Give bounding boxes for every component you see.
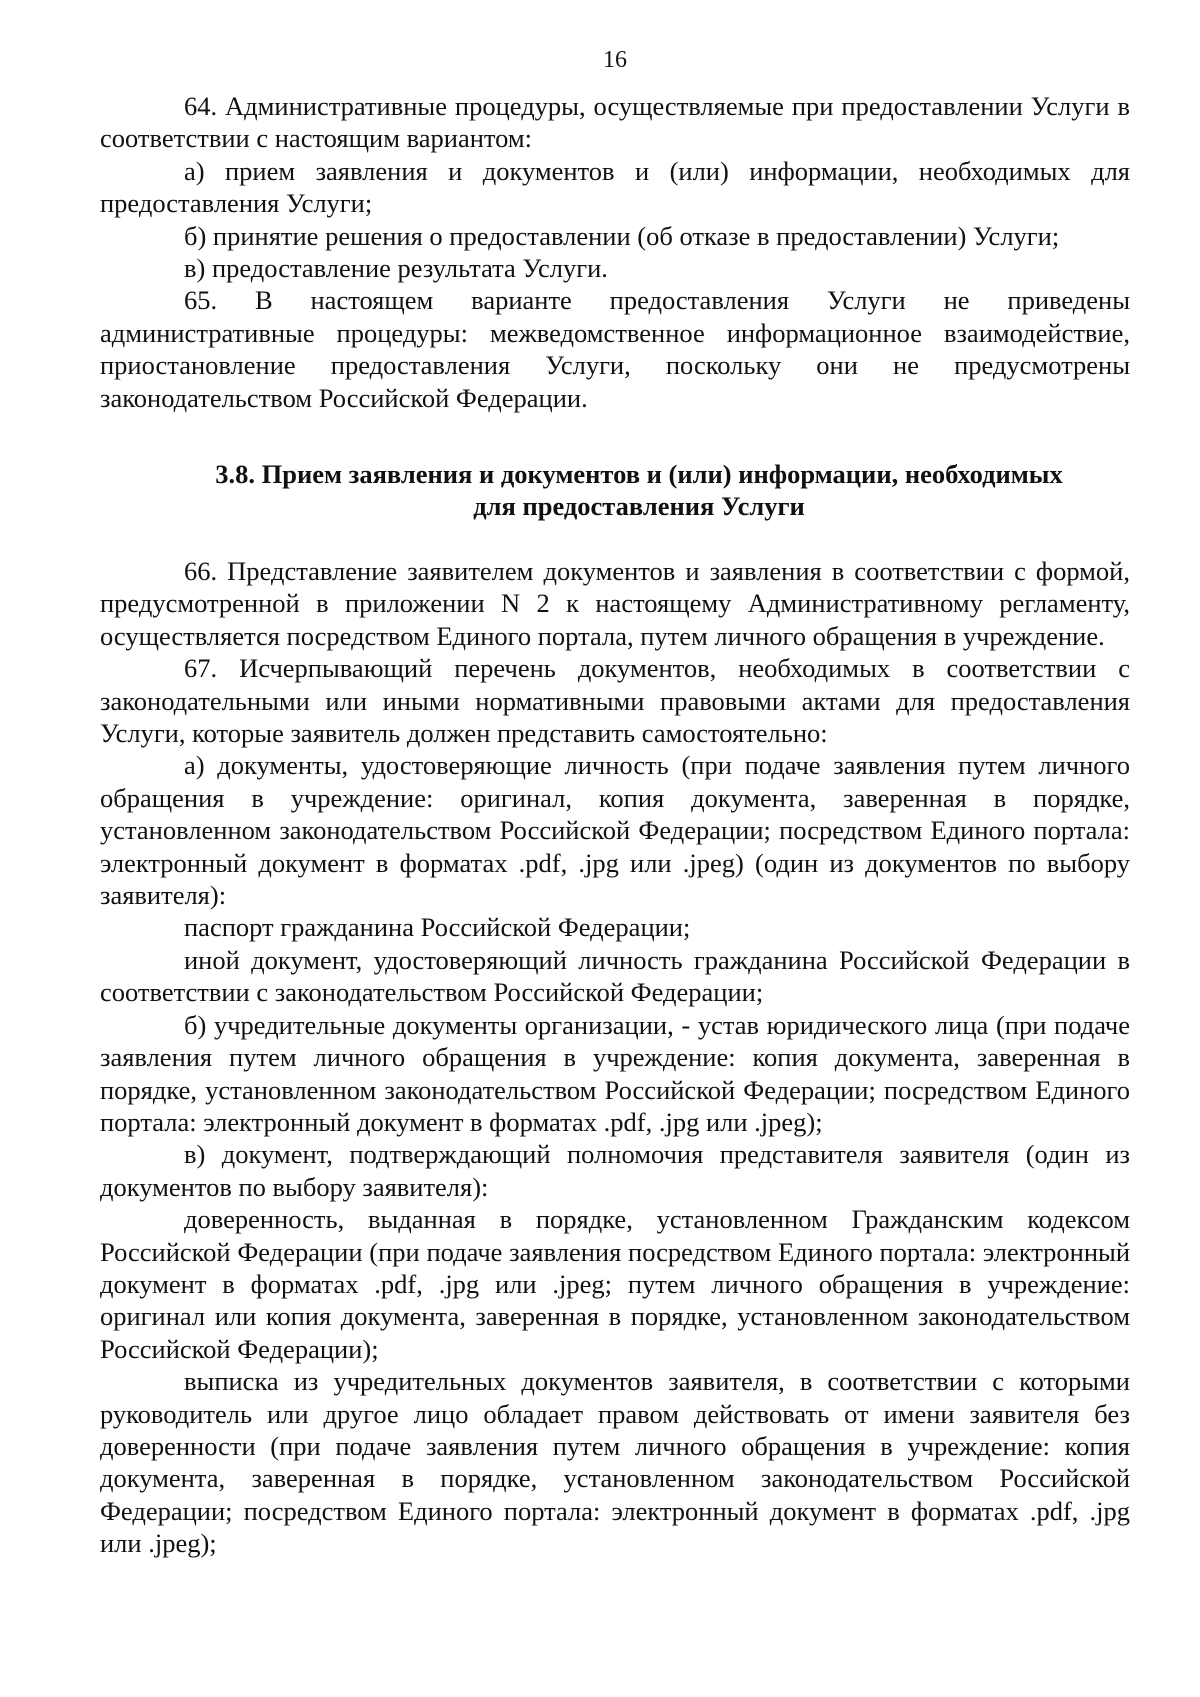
paragraph-65: 65. В настоящем варианте предоставления Услуги не приведены административные процедуры: межведомственное информационное взаимодействие, приостановление предоставления Услуги, поскольку они не предусмотрены законодательством Российской Федерации. [100, 285, 1130, 413]
section-heading-line-2: для предоставления Услуги [473, 491, 805, 521]
paragraph-67-v: в) документ, подтверждающий полномочия представителя заявителя (один из документов по выбору заявителя): [100, 1139, 1130, 1202]
paragraph-other-id: иной документ, удостоверяющий личность гражданина Российской Федерации в соответствии с законодательством Российской Федерации; [100, 944, 1130, 1008]
section-heading [100, 458, 1130, 522]
page-number: 16 [603, 47, 627, 73]
paragraph-64-a: а) прием заявления и документов и (или) информации, необходимых для предоставления Услуги; [100, 155, 1130, 219]
paragraph-64-b: б) принятие решения о предоставлении (об отказе в предоставлении) Услуги; [184, 220, 1060, 251]
paragraph-67: 67. Исчерпывающий перечень документов, необходимых в соответствии с законодательными или иными нормативными правовыми актами для предоставления Услуги, которые заявитель должен представить самостоятельно: [100, 653, 1130, 749]
paragraph-67-b: б) учредительные документы организации, - устав юридического лица (при подаче заявления путем личного обращения в учреждение: копия документа, заверенная в порядке, установленном законодательством Российской Федерации; посредством Единого портала: электронный документ в форматах .pdf, .jpg или .jpeg); [100, 1009, 1130, 1137]
paragraph-passport: паспорт гражданина Российской Федерации; [184, 912, 691, 943]
paragraph-67-a: а) документы, удостоверяющие личность (при подаче заявления путем личного обращения в учреждение: оригинал, копия документа, заверенная в порядке, установленном законодательством Российской Федерации; посредством Единого портала: электронный документ в форматах .pdf, .jpg или .jpeg) (один из документов по выбору заявителя): [100, 750, 1130, 911]
section-66-67 [100, 555, 1130, 1560]
paragraph-64-v: в) предоставление результата Услуги. [184, 253, 608, 284]
section-64-65 [100, 90, 1130, 414]
section-heading-line-1: 3.8. Прием заявления и документов и (или) информации, необходимых [215, 459, 1063, 489]
paragraph-64: 64. Административные процедуры, осуществляемые при предоставлении Услуги в соответствии с настоящим вариантом: [100, 91, 1130, 154]
paragraph-power-of-attorney: доверенность, выданная в порядке, установленном Гражданским кодексом Российской Федерации (при подаче заявления посредством Единого портала: электронный документ в форматах .pdf, .jpg или .jpeg; путем личного обращения в учреждение: оригинал или копия документа, заверенная в порядке, установленном законодательством Российской Федерации); [100, 1204, 1130, 1364]
paragraph-extract: выписка из учредительных документов заявителя, в соответствии с которыми руководитель или другое лицо обладает правом действовать от имени заявителя без доверенности (при подаче заявления путем личного обращения в учреждение: копия документа, заверенная в порядке, установленном законодательством Российской Федерации; посредством Единого портала: электронный документ в форматах .pdf, .jpg или .jpeg); [100, 1366, 1130, 1559]
paragraph-66: 66. Представление заявителем документов и заявления в соответствии с формой, предусмотренной в приложении N 2 к настоящему Административному регламенту, осуществляется посредством Единого портала, путем личного обращения в учреждение. [100, 556, 1130, 651]
